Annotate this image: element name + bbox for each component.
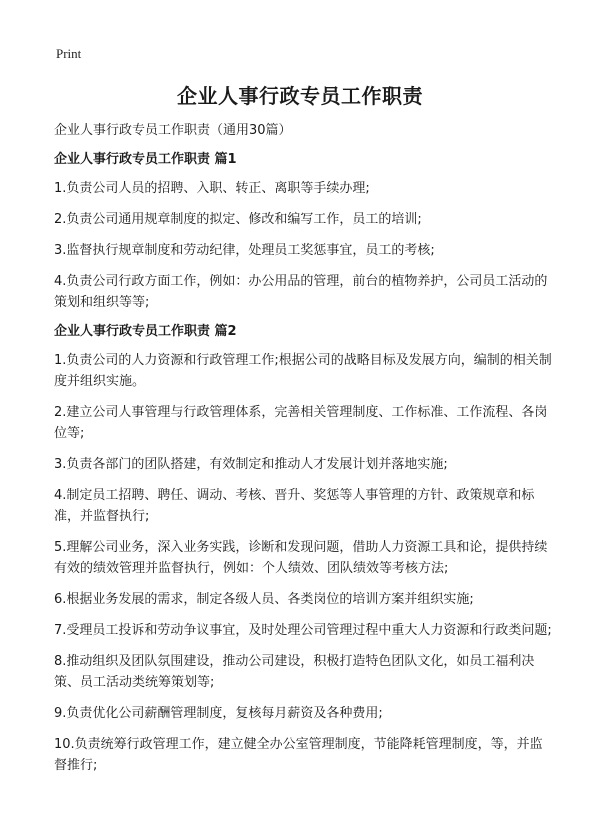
- duty-item: 4.负责公司行政方面工作，例如：办公用品的管理，前台的植物养护，公司员工活动的策划和组织等等;: [54, 274, 548, 310]
- section-2: [54, 321, 552, 776]
- section-heading: 企业人事行政专员工作职责 篇1: [54, 152, 237, 167]
- document-body: [54, 120, 552, 786]
- duty-item: 6.根据业务发展的需求，制定各级人员、各类岗位的培训方案并组织实施;: [54, 592, 474, 607]
- duty-item: 1.负责公司人员的招聘、入职、转正、离职等手续办理;: [54, 181, 370, 196]
- duty-item: 2.负责公司通用规章制度的拟定、修改和编写工作，员工的培训;: [54, 212, 422, 227]
- duty-item: 1.负责公司的人力资源和行政管理工作;根据公司的战略目标及发展方向，编制的相关制度并组织实施。: [54, 353, 552, 389]
- duty-item: 9.负责优化公司薪酬管理制度，复核每月薪资及各种费用;: [54, 706, 383, 721]
- print-label: Print: [56, 46, 82, 61]
- document-subtitle: 企业人事行政专员工作职责（通用30篇）: [54, 123, 292, 138]
- duty-item: 7.受理员工投诉和劳动争议事宜，及时处理公司管理过程中重大人力资源和行政类问题;: [54, 623, 552, 638]
- duty-item: 3.负责各部门的团队搭建，有效制定和推动人才发展计划并落地实施;: [54, 457, 448, 472]
- section-1: [54, 149, 552, 313]
- section-heading: 企业人事行政专员工作职责 篇2: [54, 324, 237, 339]
- duty-item: 3.监督执行规章制度和劳动纪律，处理员工奖惩事宜，员工的考核;: [54, 243, 435, 258]
- duty-item: 8.推动组织及团队氛围建设，推动公司建设，积极打造特色团队文化，如员工福利决策、员工活动类统筹策划等;: [54, 654, 535, 690]
- duty-item: 2.建立公司人事管理与行政管理体系，完善相关管理制度、工作标准、工作流程、各岗位等;: [54, 405, 548, 441]
- duty-item: 4.制定员工招聘、聘任、调动、考核、晋升、奖惩等人事管理的方针、政策规章和标准，并监督执行;: [54, 488, 535, 524]
- duty-item: 10.负责统筹行政管理工作，建立健全办公室管理制度，节能降耗管理制度，等，并监督推行;: [54, 737, 543, 773]
- document-title: 企业人事行政专员工作职责: [177, 84, 423, 108]
- duty-item: 5.理解公司业务，深入业务实践，诊断和发现问题，借助人力资源工具和论，提供持续有效的绩效管理并监督执行，例如：个人绩效、团队绩效等考核方法;: [54, 540, 548, 576]
